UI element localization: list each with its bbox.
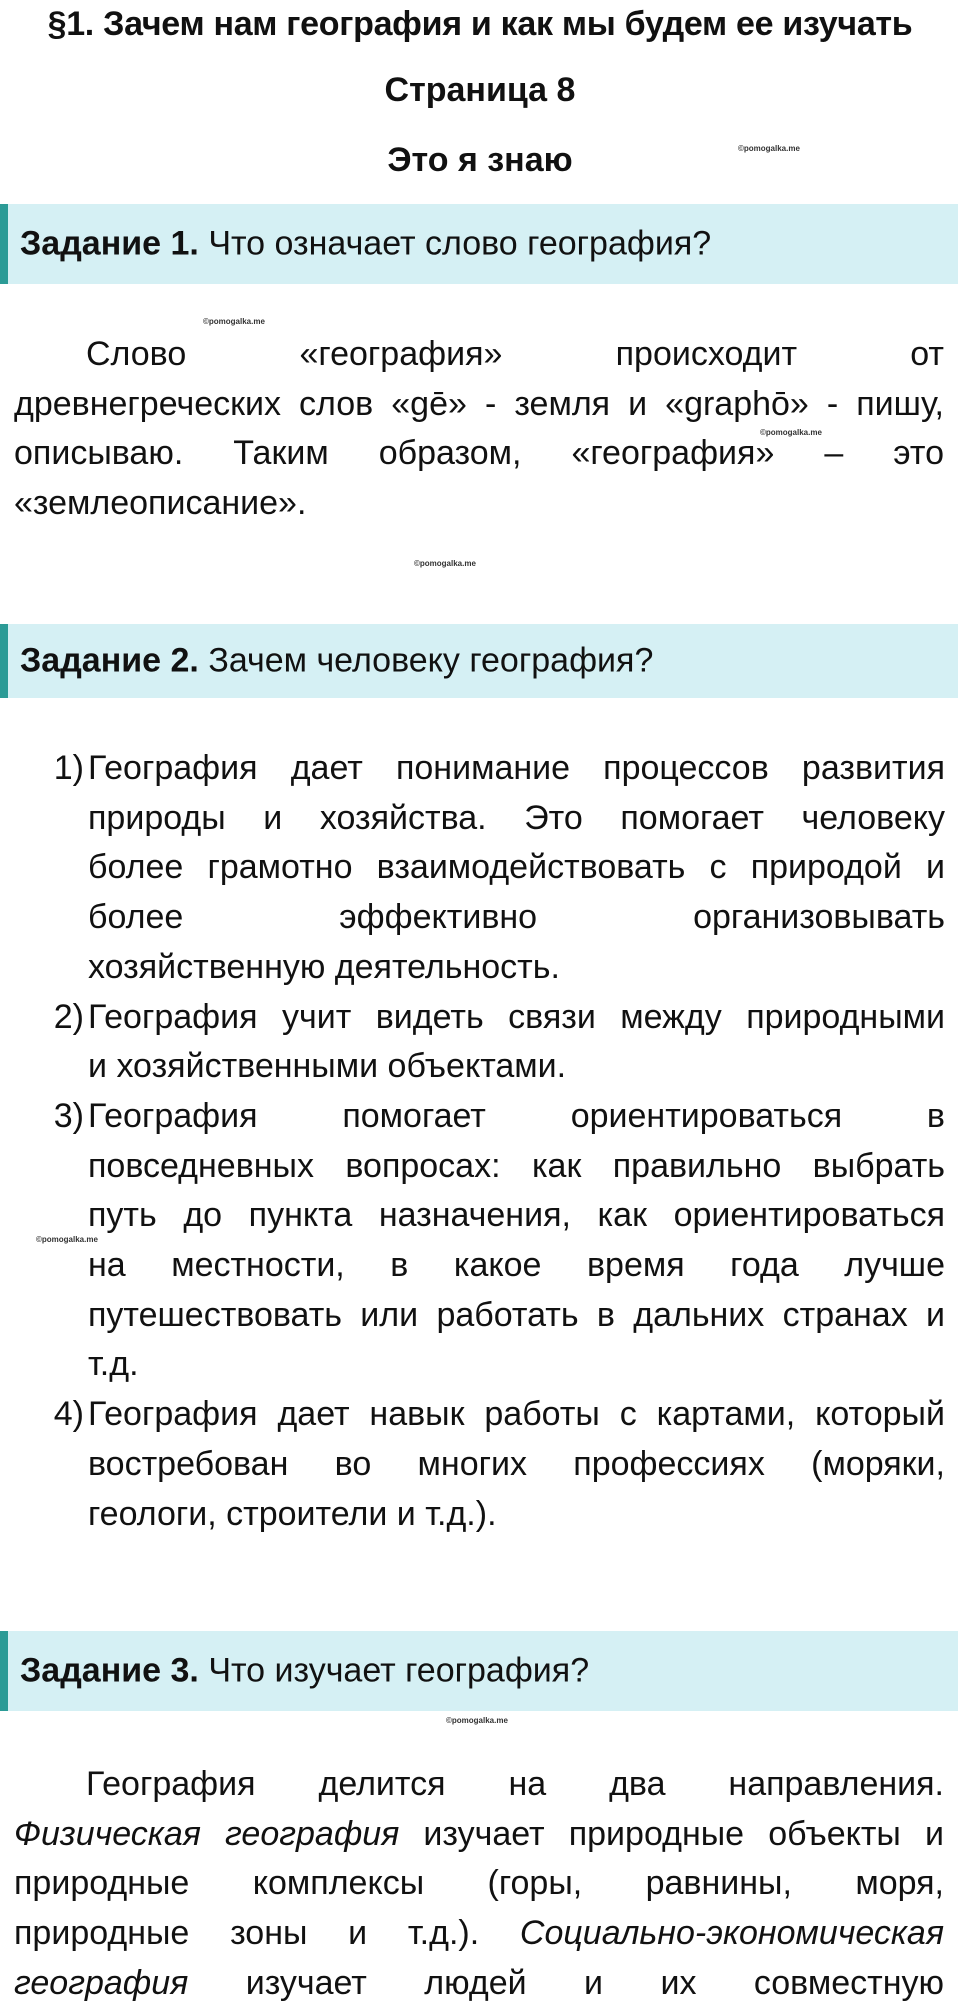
task-1-question: Что означает слово география? (208, 224, 712, 263)
task-2-question: Зачем человеку география? (208, 641, 654, 680)
task-3-question: Что изучает география? (208, 1651, 590, 1690)
answer-line: Слово «география» происходит от (86, 335, 944, 373)
section-title: §1. Зачем нам география и как мы будем ее изучать (47, 5, 913, 43)
list-line: География дает навык работы с картами, который (88, 1395, 945, 1434)
list-item (40, 1092, 945, 1390)
list-item (40, 1390, 945, 1539)
watermark: ©pomogalka.me (738, 144, 800, 153)
answer-line: описываю. Таким образом, «география» – это (14, 434, 944, 473)
term-socio-economic: Социально-экономическая (519, 1914, 944, 1953)
watermark: ©pomogalka.me (760, 428, 822, 437)
list-item (40, 744, 945, 993)
task-3-label: Задание 3. (20, 1651, 199, 1690)
list-line: на местности, в какое время года лучше (88, 1246, 945, 1285)
answer-line: древнегреческих слов «gē» - земля и «graphō» - пишу, (14, 384, 944, 423)
watermark: ©pomogalka.me (203, 317, 265, 326)
list-item (40, 993, 945, 1092)
list-line: География дает понимание процессов развития (88, 749, 945, 787)
list-number: 3) (53, 1096, 84, 1135)
list-line: путешествовать или работать в дальних странах и (88, 1295, 945, 1334)
answer-line: Физическая география изучает природные объекты и (14, 1814, 944, 1853)
task-1-header (0, 204, 958, 284)
task-3-header (0, 1631, 958, 1711)
answer-line: география изучает людей и их совместную (14, 1963, 944, 2002)
list-line: География помогает ориентироваться в (88, 1096, 945, 1135)
list-line: т.д. (88, 1345, 139, 1384)
task-2-label: Задание 2. (20, 641, 199, 680)
answer-line: природные зоны и т.д.). Социально-экономическая (14, 1914, 944, 1953)
term-physical-geography: Физическая география (14, 1814, 400, 1853)
list-line: природы и хозяйства. Это помогает человеку (88, 798, 945, 837)
list-line: более эффективно организовывать (88, 898, 945, 937)
watermark: ©pomogalka.me (446, 1716, 508, 1725)
list-line: География учит видеть связи между природными (88, 997, 945, 1036)
task-2-list (40, 744, 945, 1539)
list-line: хозяйственную деятельность. (88, 947, 560, 986)
watermark: ©pomogalka.me (414, 559, 476, 568)
term-geography: география (14, 1963, 189, 2002)
list-line: повседневных вопросах: как правильно выбрать (88, 1146, 945, 1185)
task-2-header (0, 624, 958, 698)
task-3-answer (14, 1760, 944, 2009)
list-line: востребован во многих профессиях (моряки, (88, 1444, 945, 1483)
answer-line: природные комплексы (горы, равнины, моря, (14, 1864, 944, 1903)
list-line: путь до пункта назначения, как ориентироваться (88, 1196, 945, 1235)
watermark: ©pomogalka.me (36, 1235, 98, 1244)
task-1-label: Задание 1. (20, 224, 199, 263)
answer-line: «землеописание». (14, 484, 307, 523)
list-number: 4) (53, 1395, 84, 1434)
list-line: и хозяйственными объектами. (88, 1047, 567, 1086)
list-number: 2) (53, 997, 84, 1036)
answer-line: География делится на два направления. (86, 1765, 944, 1803)
list-line: более грамотно взаимодействовать с природой и (88, 848, 945, 887)
list-line: геологи, строители и т.д.). (88, 1494, 497, 1533)
list-number: 1) (53, 749, 84, 787)
subtitle: Это я знаю (387, 141, 573, 179)
page-label: Страница 8 (384, 71, 576, 109)
